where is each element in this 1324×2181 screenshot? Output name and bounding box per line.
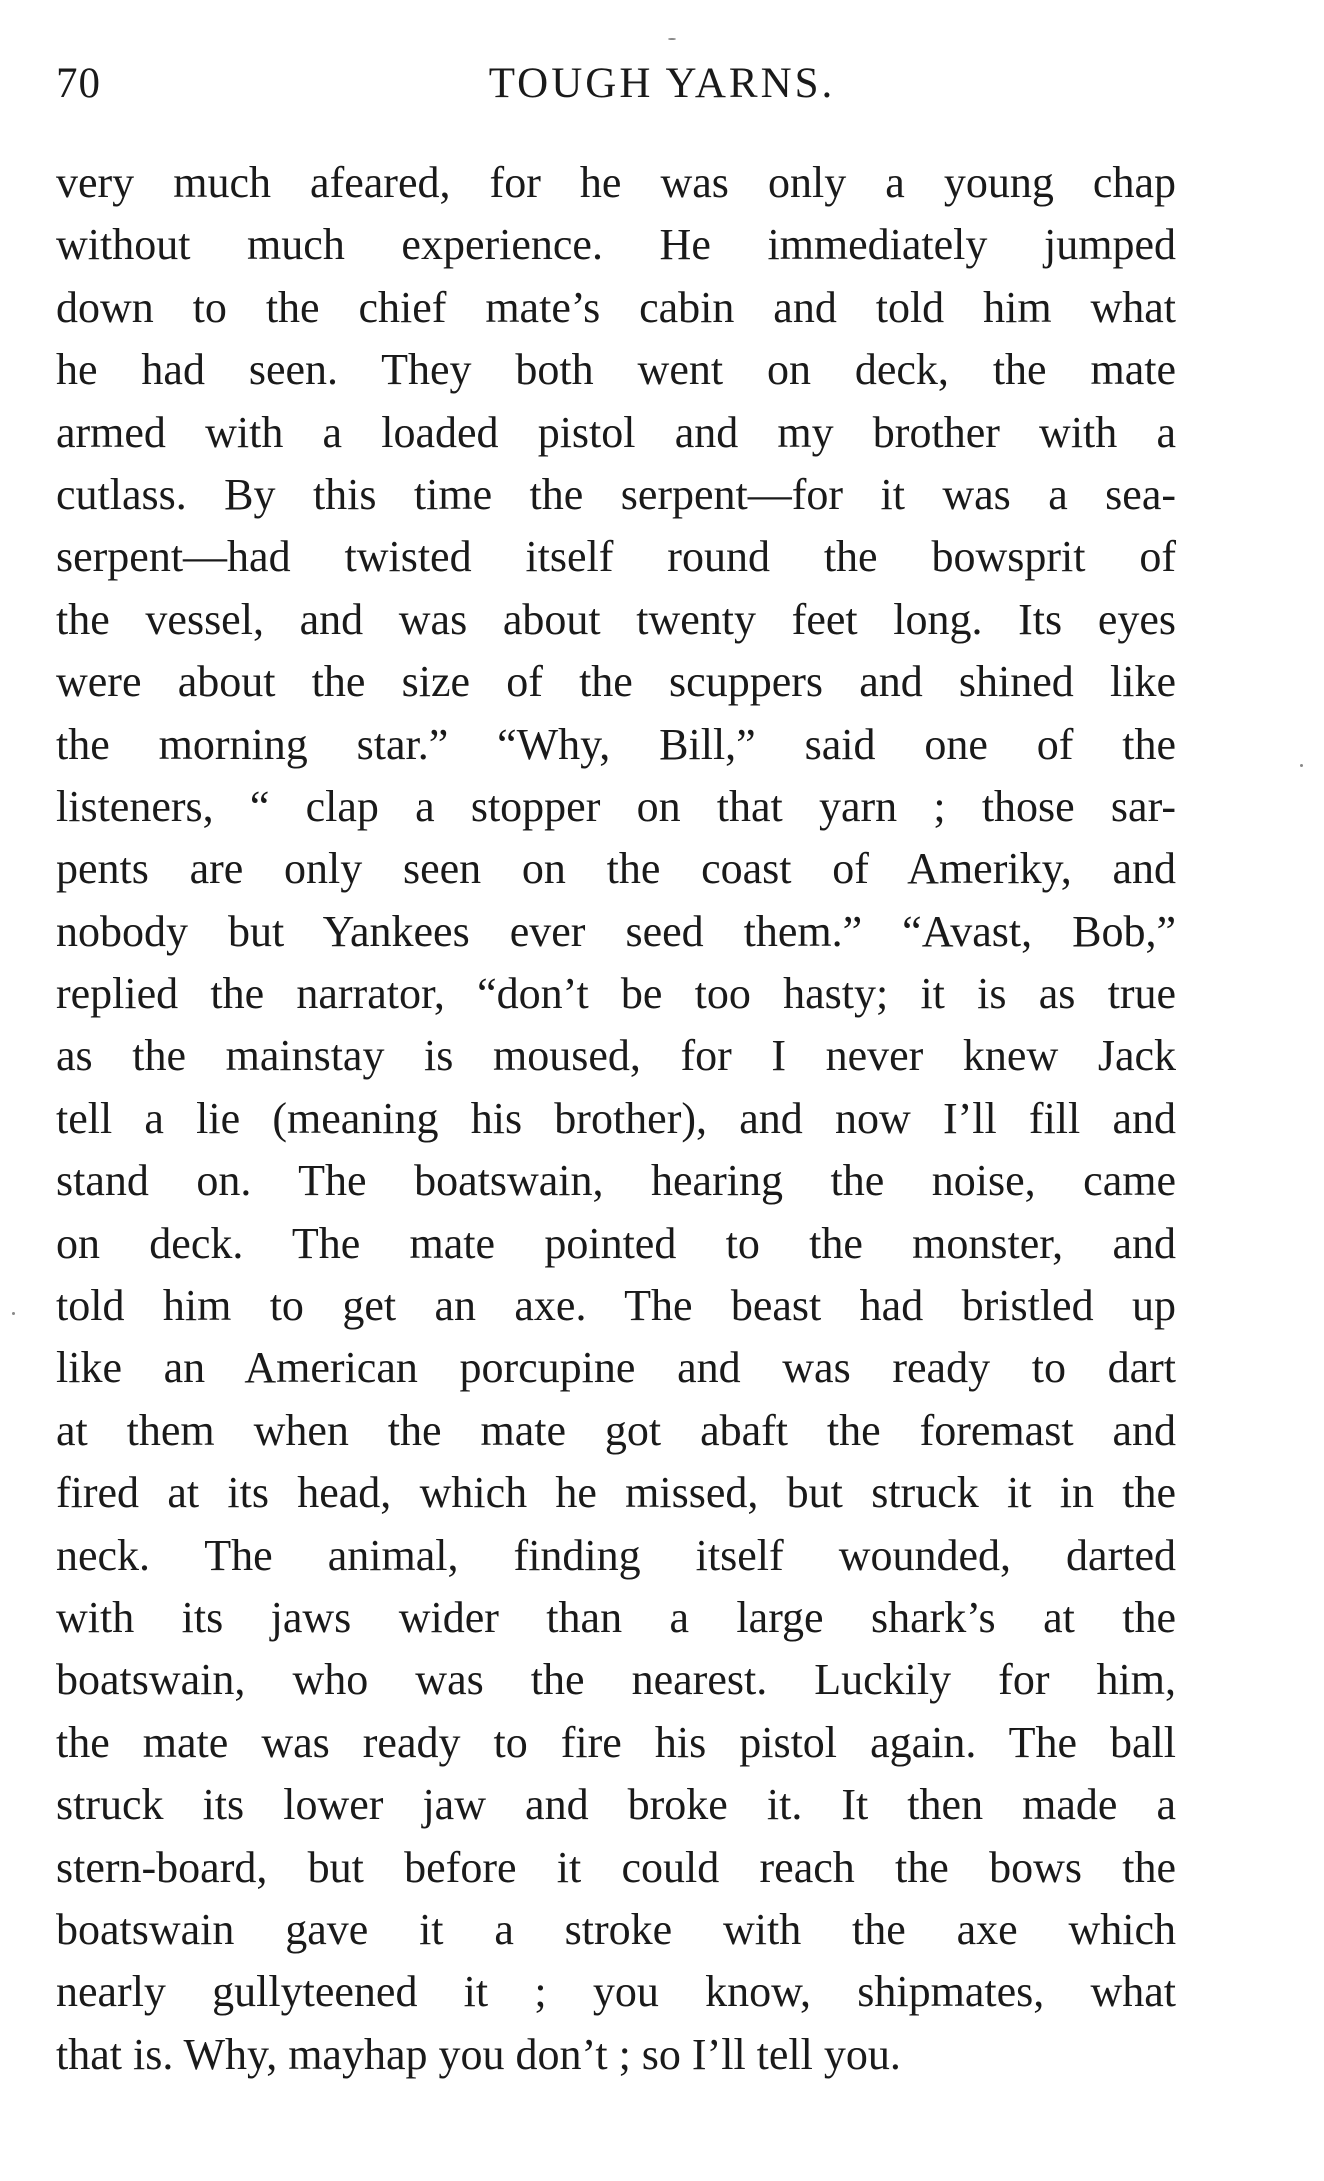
- print-speck: [668, 38, 676, 40]
- text-line: the mate was ready to fire his pistol again. The ball: [56, 1717, 1176, 1767]
- text-line: neck. The animal, finding itself wounded, darted: [56, 1530, 1176, 1580]
- text-line: told him to get an axe. The beast had bristled up: [56, 1281, 1176, 1331]
- print-speck: [1300, 764, 1303, 767]
- text-line: boatswain gave it a stroke with the axe which: [56, 1904, 1176, 1954]
- text-line: serpent—had twisted itself round the bowsprit of: [56, 532, 1176, 582]
- text-line: without much experience. He immediately jumped: [56, 220, 1176, 270]
- print-speck: [12, 1312, 15, 1315]
- text-line: at them when the mate got abaft the foremast and: [56, 1405, 1176, 1455]
- text-line: nearly gullyteened it ; you know, shipmates, what: [56, 1967, 1176, 2017]
- text-line: very much afeared, for he was only a young chap: [56, 158, 1176, 207]
- text-line: tell a lie (meaning his brother), and now I’ll fill and: [56, 1093, 1176, 1143]
- text-line: pents are only seen on the coast of Ameriky, and: [56, 844, 1176, 894]
- text-line: stand on. The boatswain, hearing the noise, came: [56, 1156, 1176, 1206]
- text-line: that is. Why, mayhap you don’t ; so I’ll tell you.: [56, 2029, 901, 2079]
- text-line: the vessel, and was about twenty feet long. Its eyes: [56, 594, 1176, 644]
- text-line: on deck. The mate pointed to the monster, and: [56, 1218, 1176, 1268]
- text-line: were about the size of the scuppers and shined like: [56, 657, 1176, 707]
- text-line: the morning star.” “Why, Bill,” said one of the: [56, 719, 1176, 769]
- text-line: struck its lower jaw and broke it. It then made a: [56, 1780, 1176, 1830]
- text-line: down to the chief mate’s cabin and told him what: [56, 282, 1176, 332]
- text-line: armed with a loaded pistol and my brother with a: [56, 407, 1176, 457]
- text-line: listeners, “ clap a stopper on that yarn ; those sar-: [56, 781, 1176, 831]
- text-line: cutlass. By this time the serpent—for it was a sea-: [56, 469, 1176, 519]
- text-line: fired at its head, which he missed, but struck it in the: [56, 1468, 1176, 1518]
- text-line: he had seen. They both went on deck, the mate: [56, 345, 1176, 395]
- text-line: with its jaws wider than a large shark’s at the: [56, 1592, 1176, 1642]
- page-number: 70: [56, 60, 101, 107]
- text-line: boatswain, who was the nearest. Luckily for him,: [56, 1655, 1176, 1705]
- text-line: nobody but Yankees ever seed them.” “Avast, Bob,”: [56, 906, 1176, 956]
- body-text: [56, 152, 1176, 2086]
- text-line: as the mainstay is moused, for I never knew Jack: [56, 1031, 1176, 1081]
- text-line: stern-board, but before it could reach the bows the: [56, 1842, 1176, 1892]
- running-title: TOUGH YARNS.: [488, 60, 836, 107]
- text-line: replied the narrator, “don’t be too hasty; it is as true: [56, 969, 1176, 1019]
- text-line: like an American porcupine and was ready to dart: [56, 1343, 1176, 1393]
